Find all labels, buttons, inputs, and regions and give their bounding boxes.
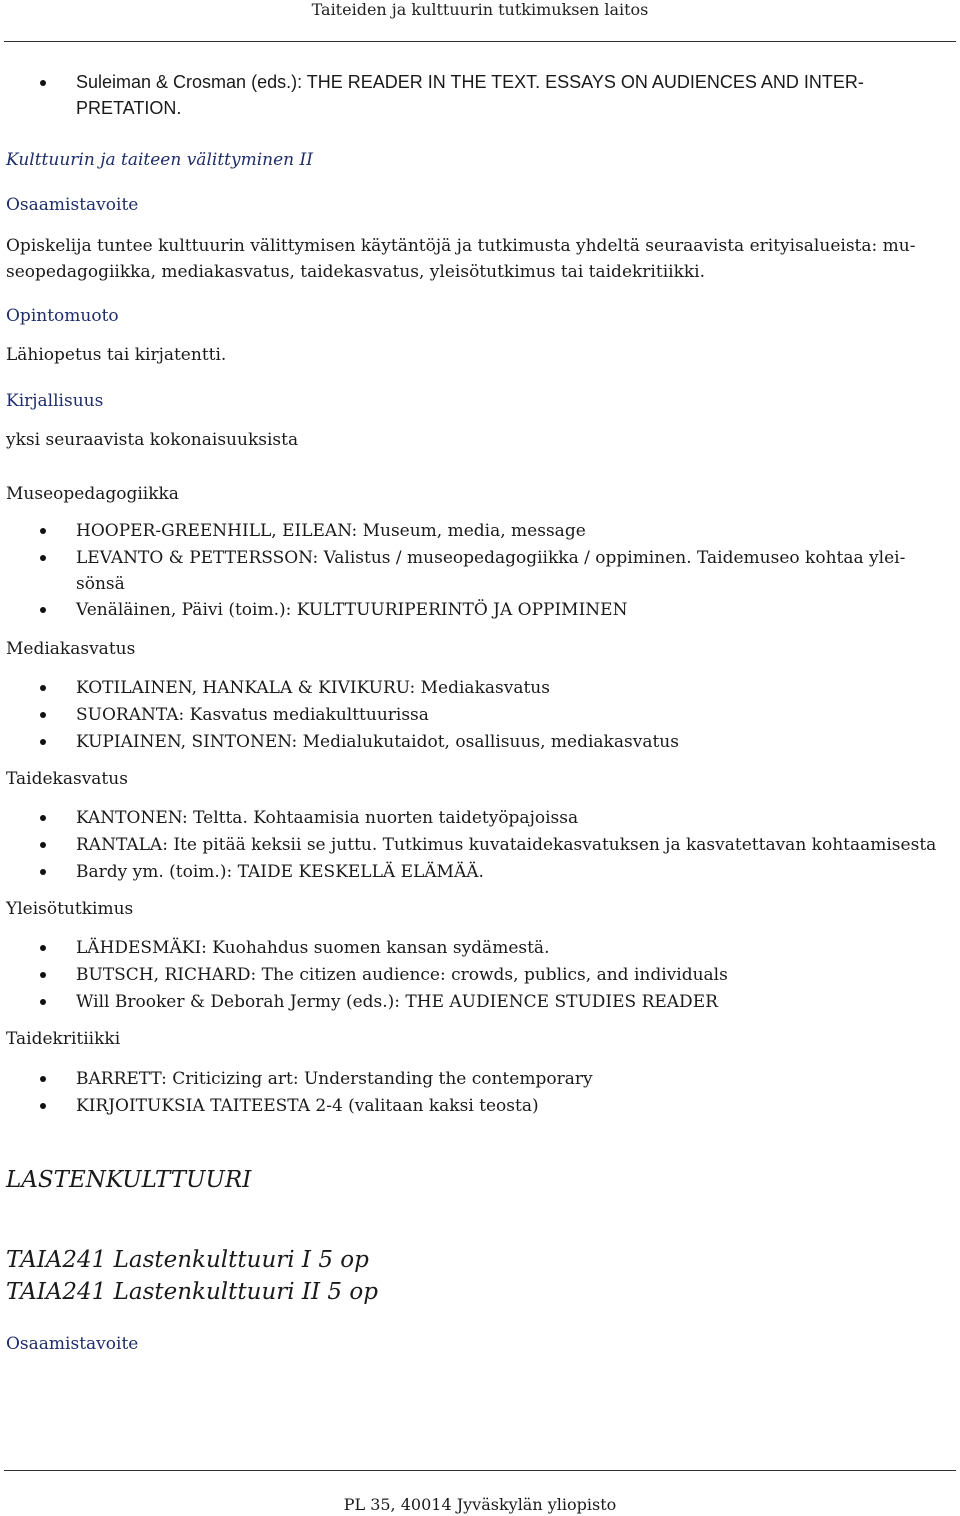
bullet-icon (40, 555, 46, 561)
list-item: Venäläinen, Päivi (toim.): KULTTUURIPERINTÖ JA OPPIMINEN (76, 600, 628, 620)
section-title-mediakasvatus: Mediakasvatus (6, 639, 136, 659)
section-title-taidekasvatus: Taidekasvatus (6, 769, 128, 789)
list-item: LEVANTO & PETTERSSON: Valistus / museopedagogiikka / oppiminen. Taidemuseo kohtaa ylei- (76, 548, 906, 568)
opintomuoto-heading: Opintomuoto (6, 306, 119, 326)
course-title-lastenkulttuuri-2: TAIA241 Lastenkulttuuri II 5 op (6, 1279, 378, 1305)
section-title-taidekritiikki: Taidekritiikki (6, 1029, 121, 1049)
list-item: SUORANTA: Kasvatus mediakulttuurissa (76, 705, 429, 725)
bullet-icon (40, 999, 46, 1005)
course-title: Kulttuurin ja taiteen välittyminen II (6, 150, 313, 170)
bullet-icon (40, 972, 46, 978)
bullet-icon (40, 607, 46, 613)
list-item: Bardy ym. (toim.): TAIDE KESKELLÄ ELÄMÄÄ. (76, 862, 484, 882)
bullet-icon (40, 1076, 46, 1082)
intro-reference-line1: Suleiman & Crosman (eds.): THE READER IN THE TEXT. ESSAYS ON AUDIENCES AND INTER- (76, 72, 864, 92)
list-item: BUTSCH, RICHARD: The citizen audience: crowds, publics, and individuals (76, 965, 728, 985)
bullet-icon (40, 739, 46, 745)
bullet-icon (40, 1103, 46, 1109)
section-title-yleisotutkimus: Yleisötutkimus (6, 899, 134, 919)
list-item: KANTONEN: Teltta. Kohtaamisia nuorten taidetyöpajoissa (76, 808, 579, 828)
kirjallisuus-text: yksi seuraavista kokonaisuuksista (6, 430, 299, 450)
intro-reference-line2: PRETATION. (76, 98, 182, 118)
lastenkulttuuri-heading: LASTENKULTTUURI (6, 1167, 252, 1193)
bullet-icon (40, 815, 46, 821)
list-item: Will Brooker & Deborah Jermy (eds.): THE AUDIENCE STUDIES READER (76, 992, 718, 1012)
page-header: Taiteiden ja kulttuurin tutkimuksen laitos (311, 0, 649, 19)
osaamistavoite-heading: Osaamistavoite (6, 195, 139, 215)
list-item: KIRJOITUKSIA TAITEESTA 2-4 (valitaan kaksi teosta) (76, 1096, 539, 1116)
list-item: KOTILAINEN, HANKALA & KIVIKURU: Mediakasvatus (76, 678, 550, 698)
bullet-icon (40, 712, 46, 718)
list-item: LÄHDESMÄKI: Kuohahdus suomen kansan sydämestä. (76, 938, 550, 958)
footer-rule (4, 1470, 956, 1471)
osaamistavoite-text-line2: seopedagogiikka, mediakasvatus, taidekasvatus, yleisötutkimus tai taidekritiikki. (6, 262, 706, 282)
opintomuoto-text: Lähiopetus tai kirjatentti. (6, 345, 227, 365)
lasten-osaamistavoite-heading: Osaamistavoite (6, 1334, 139, 1354)
list-item-continuation: sönsä (76, 574, 125, 594)
list-item: BARRETT: Criticizing art: Understanding the contemporary (76, 1069, 593, 1089)
osaamistavoite-text-line1: Opiskelija tuntee kulttuurin välittymisen käytäntöjä ja tutkimusta yhdeltä seuraavista erityisalueista: mu- (6, 236, 916, 256)
bullet-icon (40, 685, 46, 691)
course-title-lastenkulttuuri-1: TAIA241 Lastenkulttuuri I 5 op (6, 1247, 369, 1273)
bullet-icon (40, 869, 46, 875)
bullet-icon (40, 945, 46, 951)
header-rule (4, 41, 956, 42)
bullet-icon (40, 528, 46, 534)
kirjallisuus-heading: Kirjallisuus (6, 391, 104, 411)
list-item: RANTALA: Ite pitää keksii se juttu. Tutkimus kuvataidekasvatuksen ja kasvatettavan kohtaamisesta (76, 835, 937, 855)
list-item: HOOPER-GREENHILL, EILEAN: Museum, media, message (76, 521, 586, 541)
section-title-museopedagogiikka: Museopedagogiikka (6, 484, 179, 504)
bullet-icon (40, 80, 46, 86)
bullet-icon (40, 842, 46, 848)
page-footer: PL 35, 40014 Jyväskylän yliopisto (343, 1495, 617, 1514)
list-item: KUPIAINEN, SINTONEN: Medialukutaidot, osallisuus, mediakasvatus (76, 732, 679, 752)
